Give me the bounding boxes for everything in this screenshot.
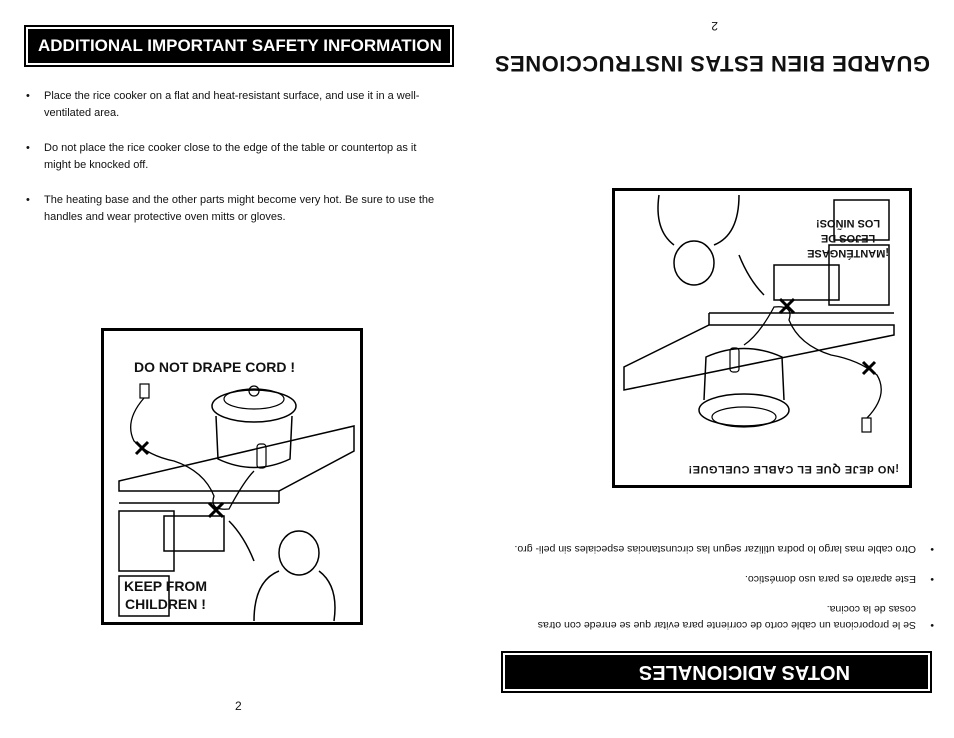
section-title: ADDITIONAL IMPORTANT SAFETY INFORMATION bbox=[28, 29, 450, 63]
list-item bbox=[514, 571, 934, 587]
illustration-bottom-label bbox=[124, 577, 207, 613]
bullet-dot: • bbox=[930, 543, 934, 555]
illustration-top-label bbox=[807, 215, 889, 260]
label-line: ¡MANTÉNGASE bbox=[807, 247, 889, 259]
bullet-dot: • bbox=[930, 619, 934, 631]
list-item bbox=[26, 140, 446, 174]
right-page-rotated bbox=[477, 0, 954, 738]
illustration-spanish bbox=[612, 188, 912, 488]
list-item bbox=[514, 541, 934, 557]
list-item bbox=[26, 192, 446, 226]
safety-bullet-list bbox=[26, 88, 446, 244]
list-item bbox=[26, 88, 446, 122]
notes-bullet-list bbox=[514, 527, 934, 633]
illustration-bottom-label: ¡NO dEJE QUE EL CABLE CUELGUE! bbox=[688, 463, 899, 475]
bullet-text: Place the rice cooker on a flat and heat-resistant surface, and use it in a well-ventilated area. bbox=[44, 90, 420, 119]
illustration-drape-cord bbox=[101, 328, 363, 625]
label-line: LOS NIÑOS! bbox=[815, 217, 881, 229]
bullet-text: The heating base and the other parts might become very hot. Be sure to use the handles and wear protective oven mitts or gloves. bbox=[44, 194, 435, 223]
bullet-dot: • bbox=[26, 142, 30, 154]
bullet-dot: • bbox=[930, 573, 934, 585]
bullet-text: Otro cable mas largo lo podra utilizar segun las circunstancias especiales sin peli- gro. bbox=[514, 543, 916, 555]
page-number-left: 2 bbox=[235, 699, 242, 713]
bullet-text: Se le proporciona un cable corto de corriente para evitar que se enrede con otras cosas de la cocina. bbox=[537, 603, 916, 631]
bullet-text: Este aparato es para uso doméstico. bbox=[744, 573, 916, 585]
bullet-dot: • bbox=[26, 194, 30, 206]
page-heading: GUARDE BIEN ESTAS INSTRUCCIONES bbox=[494, 51, 930, 76]
section-title-box bbox=[501, 651, 932, 693]
list-item bbox=[514, 601, 934, 633]
label-line: CHILDREN ! bbox=[125, 596, 206, 612]
bullet-text: Do not place the rice cooker close to the edge of the table or countertop as it might be knocked off. bbox=[44, 142, 417, 171]
illustration-top-label: DO NOT DRAPE CORD ! bbox=[134, 359, 295, 375]
page-number-right: 2 bbox=[711, 19, 718, 33]
label-line: KEEP FROM bbox=[124, 578, 207, 594]
bullet-dot: • bbox=[26, 90, 30, 102]
section-title-box bbox=[24, 25, 454, 67]
section-title: NOTAS ADICIONALES bbox=[505, 655, 928, 689]
label-line: LEJOS DE bbox=[820, 232, 876, 244]
